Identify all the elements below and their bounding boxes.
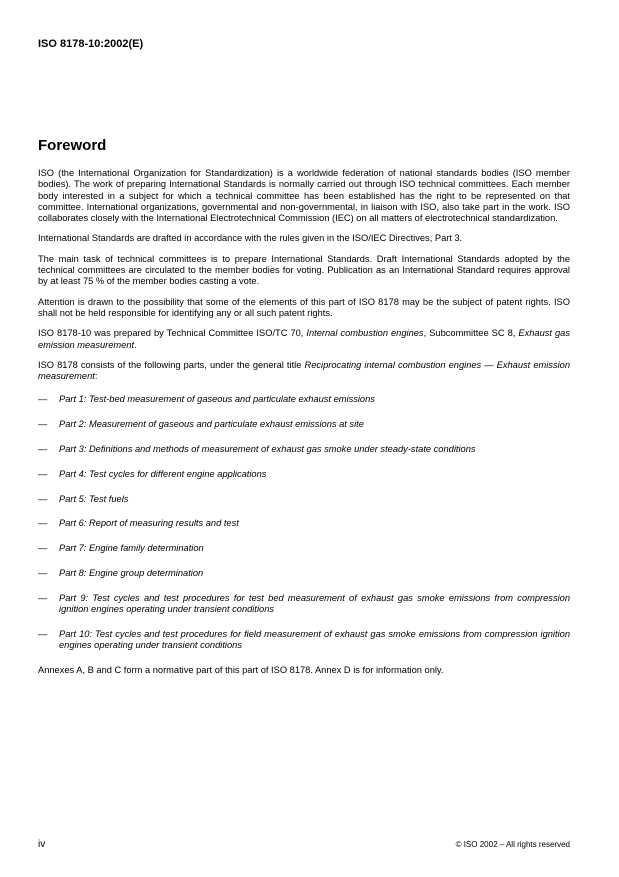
list-dash: —	[38, 518, 48, 529]
list-dash: —	[38, 394, 48, 405]
list-dash: —	[38, 493, 48, 504]
paragraph: The main task of technical committees is to prepare International Standards. Draft International Standards adopted by the technical committees are circulated to the member bodies for voting. Publication as an International Standard requires approval by at least 75 % of the member bodies casting a vote.	[38, 253, 570, 287]
copyright-notice: © ISO 2002 – All rights reserved	[455, 840, 570, 849]
list-dash: —	[38, 592, 48, 603]
list-dash: —	[38, 468, 48, 479]
list-dash: —	[38, 444, 48, 455]
text-run: ISO 8178-10 was prepared by Technical Committee ISO/TC 70,	[38, 328, 307, 339]
text-run-italic: Reciprocating internal combustion engines — Exhaust emission measurement	[38, 359, 570, 382]
text-run: , Subcommittee SC 8,	[423, 328, 519, 339]
paragraph: ISO (the International Organization for Standardization) is a worldwide federation of national standards bodies (ISO member bodies). The work of preparing International Standards is normally carried out through ISO technical committees. Each member body interested in a subject for which a technical committee has been established has the right to be represented on that committee. International organizations, governmental and non-governmental, in liaison with ISO, also take part in the work. ISO collaborates closely with the International Electrotechnical Commission (IEC) on all matters of electrotechnical standardization.	[38, 168, 570, 224]
list-item	[38, 543, 570, 554]
page-number: iv	[38, 839, 46, 850]
list-dash: —	[38, 568, 48, 579]
list-item	[38, 419, 570, 430]
list-item-text: Part 1: Test-bed measurement of gaseous and particulate exhaust emissions	[59, 394, 375, 405]
text-run-italic: Exhaust gas emission measurement	[38, 328, 570, 350]
list-item-text: Part 8: Engine group determination	[59, 568, 204, 579]
page-title: Foreword	[38, 137, 107, 154]
list-item	[38, 394, 570, 405]
list-item	[38, 518, 570, 529]
list-dash: —	[38, 628, 48, 639]
list-item-text: Part 3: Definitions and methods of measurement of exhaust gas smoke under steady-state conditions	[59, 444, 476, 455]
foreword-body	[38, 168, 570, 685]
list-item	[38, 444, 570, 455]
list-dash: —	[38, 543, 48, 554]
list-item-text: Part 10: Test cycles and test procedures for field measurement of exhaust gas smoke emissions from compression ignition engines operating under transient conditions	[59, 628, 570, 651]
list-item-text: Part 2: Measurement of gaseous and particulate exhaust emissions at site	[59, 419, 364, 430]
list-item	[38, 629, 570, 652]
paragraph: International Standards are drafted in accordance with the rules given in the ISO/IEC Directives, Part 3.	[38, 233, 463, 244]
list-item	[38, 568, 570, 579]
text-run: :	[94, 371, 98, 382]
list-item-text: Part 9: Test cycles and test procedures for test bed measurement of exhaust gas smoke emissions from compression ignition engines operating under transient conditions	[59, 592, 570, 615]
paragraph: Attention is drawn to the possibility that some of the elements of this part of ISO 8178 may be the subject of patent rights. ISO shall not be held responsible for identifying any or all such patent rights.	[38, 296, 570, 318]
text-run-italic: Internal combustion engines	[306, 328, 424, 339]
document-id: ISO 8178-10:2002(E)	[38, 38, 144, 50]
annex-note: Annexes A, B and C form a normative part of this part of ISO 8178. Annex D is for information only.	[38, 665, 444, 676]
list-item-text: Part 6: Report of measuring results and test	[59, 518, 239, 529]
list-item-text: Part 4: Test cycles for different engine applications	[59, 468, 267, 479]
list-item	[38, 494, 570, 505]
paragraph-committee	[38, 328, 570, 351]
list-item	[38, 593, 570, 616]
list-dash: —	[38, 419, 48, 430]
text-run: .	[134, 339, 137, 350]
parts-list	[38, 394, 570, 651]
list-item-text: Part 5: Test fuels	[59, 493, 129, 504]
list-item	[38, 469, 570, 480]
paragraph-parts-intro	[38, 360, 570, 383]
text-run: ISO 8178 consists of the following parts, under the general title	[38, 359, 305, 370]
list-item-text: Part 7: Engine family determination	[59, 543, 204, 554]
